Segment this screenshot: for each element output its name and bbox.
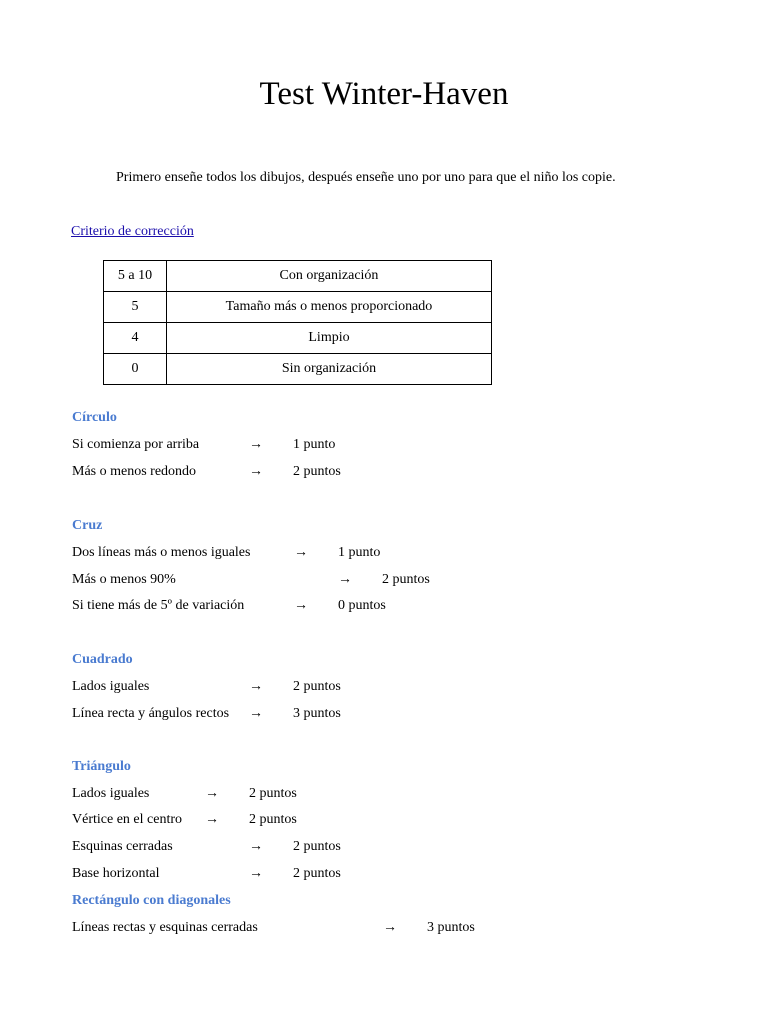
arrow-icon: →: [249, 437, 263, 452]
item-label: Más o menos redondo: [72, 464, 197, 479]
arrow-icon: →: [249, 464, 263, 479]
description-cell: Tamaño más o menos proporcionado: [167, 292, 492, 323]
scoring-item: [0, 544, 768, 562]
scoring-item: [0, 865, 768, 883]
table-row: [104, 261, 492, 292]
item-points: 2 puntos: [382, 572, 430, 587]
description-cell: Limpio: [167, 323, 492, 354]
item-label: Esquinas cerradas: [72, 839, 173, 854]
item-label: Dos líneas más o menos iguales: [72, 545, 251, 560]
intro-paragraph: Primero enseñe todos los dibujos, después enseñe uno por uno para que el niño los copie.: [116, 170, 616, 185]
section-heading-rectangulo: Rectángulo con diagonales: [72, 893, 231, 908]
table-row: [104, 354, 492, 385]
description-cell: Con organización: [167, 261, 492, 292]
item-points: 1 punto: [338, 545, 381, 560]
scoring-item: [0, 705, 768, 723]
item-label: Líneas rectas y esquinas cerradas: [72, 920, 258, 935]
scoring-item: [0, 785, 768, 803]
arrow-icon: →: [249, 706, 263, 721]
section-heading-cuadrado: Cuadrado: [72, 652, 133, 667]
score-cell: 0: [104, 354, 167, 385]
table-row: [104, 292, 492, 323]
score-cell: 5: [104, 292, 167, 323]
arrow-icon: →: [338, 572, 352, 587]
item-label: Si comienza por arriba: [72, 437, 200, 452]
scoring-item: [0, 678, 768, 696]
item-label: Si tiene más de 5º de variación: [72, 598, 245, 613]
item-points: 0 puntos: [338, 598, 386, 613]
item-points: 3 puntos: [293, 706, 341, 721]
scoring-item: [0, 597, 768, 615]
scoring-item: [0, 811, 768, 829]
arrow-icon: →: [249, 679, 263, 694]
arrow-icon: →: [294, 598, 308, 613]
item-points: 1 punto: [293, 437, 336, 452]
score-cell: 5 a 10: [104, 261, 167, 292]
arrow-icon: →: [294, 545, 308, 560]
description-cell: Sin organización: [167, 354, 492, 385]
section-heading-cruz: Cruz: [72, 518, 103, 533]
scoring-item: [0, 571, 768, 589]
item-label: Lados iguales: [72, 679, 150, 694]
item-points: 2 puntos: [293, 464, 341, 479]
item-points: 2 puntos: [249, 786, 297, 801]
scoring-item: [0, 463, 768, 481]
item-points: 2 puntos: [293, 866, 341, 881]
arrow-icon: →: [205, 812, 219, 827]
section-heading-circulo: Círculo: [72, 410, 117, 425]
criteria-link[interactable]: Criterio de corrección: [71, 224, 194, 239]
item-points: 2 puntos: [293, 839, 341, 854]
item-points: 2 puntos: [249, 812, 297, 827]
item-label: Vértice en el centro: [72, 812, 182, 827]
scoring-item: [0, 838, 768, 856]
arrow-icon: →: [205, 786, 219, 801]
item-points: 2 puntos: [293, 679, 341, 694]
table-row: [104, 323, 492, 354]
score-cell: 4: [104, 323, 167, 354]
arrow-icon: →: [249, 866, 263, 881]
item-label: Más o menos 90%: [72, 572, 176, 587]
item-label: Base horizontal: [72, 866, 160, 881]
scoring-item: [0, 436, 768, 454]
criteria-table: [103, 260, 492, 385]
section-heading-triangulo: Triángulo: [72, 759, 131, 774]
document-title: Test Winter-Haven: [259, 76, 509, 112]
item-label: Línea recta y ángulos rectos: [72, 706, 230, 721]
arrow-icon: →: [249, 839, 263, 854]
item-label: Lados iguales: [72, 786, 150, 801]
arrow-icon: →: [383, 920, 397, 935]
item-points: 3 puntos: [427, 920, 475, 935]
scoring-item: [0, 919, 768, 937]
